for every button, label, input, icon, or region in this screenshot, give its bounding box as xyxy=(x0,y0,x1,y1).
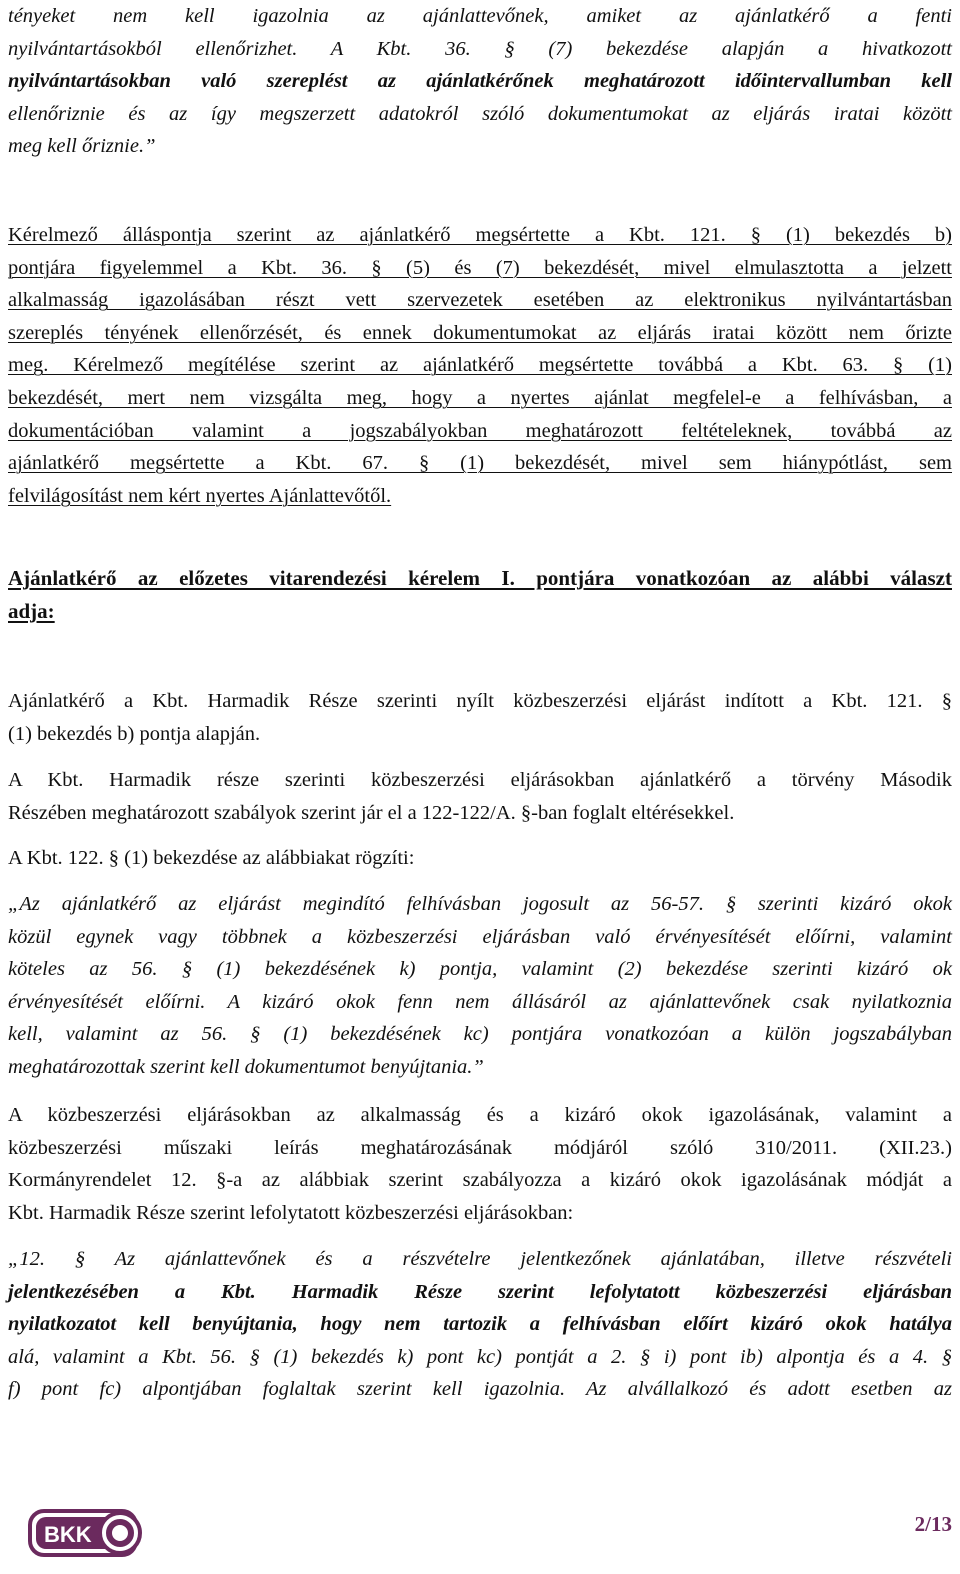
text-line: Kérelmező álláspontja szerint az ajánlatkérő megsértette a Kbt. 121. § (1) bekezdés b) xyxy=(8,224,952,246)
text-line: dokumentációban valamint a jogszabályokban meghatározott feltételeknek, továbbá az xyxy=(8,419,952,442)
text-line: nyilvántartásokban való szereplést az ajánlatkérőnek meghatározott időintervallumban kell xyxy=(8,70,952,93)
heading-line: adja: xyxy=(8,599,55,623)
text-line: Kbt. Harmadik Része szerint lefolytatott közbeszerzési eljárásokban: xyxy=(8,1201,574,1224)
text-line: érvényesítését előírni. A kizáró okok fenn nem állásáról az ajánlattevőnek csak nyilatkoznia xyxy=(8,990,952,1013)
quote-decree-12 xyxy=(8,1243,952,1406)
text-line: A Kbt. 122. § (1) bekezdése az alábbiakat rögzíti: xyxy=(8,847,415,869)
text-line: „Az ajánlatkérő az eljárást megindító felhívásban jogosult az 56-57. § szerinti kizáró okok xyxy=(8,893,952,915)
text-line: nyilvántartásokból ellenőrizhet. A Kbt. 36. § (7) bekezdése alapján a hivatkozott xyxy=(8,37,952,60)
paragraph-government-decree xyxy=(8,1099,952,1229)
text-line: szereplés tényének ellenőrzését, és ennek dokumentumokat az eljárás iratai között nem őrizte xyxy=(8,321,952,344)
text-line: felvilágosítást nem kért nyertes Ajánlattevőtől. xyxy=(8,484,392,507)
page-number: 2/13 xyxy=(914,1512,952,1536)
logo-text: BKK xyxy=(44,1522,92,1547)
text-line: Részében meghatározott szabályok szerint jár el a 122-122/A. §-ban foglalt eltérésekkel. xyxy=(8,801,735,824)
text-line: Kormányrendelet 12. §-a az alábbiak szerint szabályozza a kizáró okok igazolásának módját a xyxy=(8,1169,952,1192)
text-line: nyilatkozatot kell benyújtania, hogy nem tartozik a felhívásban előírt kizáró okok hatálya xyxy=(8,1313,952,1336)
text-line: pontjára figyelemmel a Kbt. 36. § (5) és (7) bekezdését, mivel elmulasztotta a jelzett xyxy=(8,256,952,279)
paragraph-kbt-122 xyxy=(8,842,952,875)
text-line: A Kbt. Harmadik része szerinti közbeszerzési eljárásokban ajánlatkérő a törvény Második xyxy=(8,769,952,791)
text-line: alkalmasság igazolásában részt vett szervezetek esetében az elektronikus nyilvántartásban xyxy=(8,289,952,312)
text-line: meg kell őriznie.” xyxy=(8,135,156,158)
section-heading xyxy=(8,562,952,628)
heading-line: Ajánlatkérő az előzetes vitarendezési kérelem I. pontjára vonatkozóan az alábbi választ xyxy=(8,566,952,590)
text-line: alá, valamint a Kbt. 56. § (1) bekezdés k) pont kc) pontját a 2. § i) pont ib) alpontja és a 4. § xyxy=(8,1345,952,1368)
bkk-logo xyxy=(28,1505,152,1561)
text-line: (1) bekezdés b) pontja alapján. xyxy=(8,722,261,745)
text-line: köteles az 56. § (1) bekezdésének k) pontja, valamint (2) bekezdése szerinti kizáró ok xyxy=(8,958,952,981)
text-line: közül egynek vagy többnek a közbeszerzési eljárásban való érvényesítését előírni, valamint xyxy=(8,925,952,948)
applicant-position-paragraph xyxy=(8,219,952,512)
text-line: közbeszerzési műszaki leírás meghatározásának módjáról szóló 310/2011. (XII.23.) xyxy=(8,1136,952,1159)
quote-continuation xyxy=(8,0,952,163)
text-line: Ajánlatkérő a Kbt. Harmadik Része szerinti nyílt közbeszerzési eljárást indított a Kbt. 121. § xyxy=(8,690,952,712)
quote-kbt-122 xyxy=(8,888,952,1084)
text-line: A közbeszerzési eljárásokban az alkalmasság és a kizáró okok igazolásának, valamint a xyxy=(8,1104,952,1126)
text-line: „12. § Az ajánlattevőnek és a részvételre jelentkezőnek ajánlatában, illetve részvételi xyxy=(8,1248,952,1270)
text-line: meg. Kérelmező megítélése szerint az ajánlatkérő megsértette továbbá a Kbt. 63. § (1) xyxy=(8,354,952,377)
paragraph-procedure xyxy=(8,685,952,750)
paragraph-part-three xyxy=(8,764,952,829)
text-line: ellenőriznie és az így megszerzett adatokról szóló dokumentumokat az eljárás iratai között xyxy=(8,102,952,125)
text-line: kell, valamint az 56. § (1) bekezdésének kc) pontjára vonatkozóan a külön jogszabályban xyxy=(8,1023,952,1046)
text-line: bekezdését, mert nem vizsgálta meg, hogy a nyertes ajánlat megfelel-e a felhívásban, a xyxy=(8,386,952,409)
text-line: jelentkezésében a Kbt. Harmadik Része szerint lefolytatott közbeszerzési eljárásban xyxy=(8,1280,952,1303)
text-line: f) pont fc) alpontjában foglaltak szerint kell igazolnia. Az alvállalkozó és adott esetben az xyxy=(8,1378,952,1401)
text-line: meghatározottak szerint kell dokumentumot benyújtania.” xyxy=(8,1055,484,1078)
bkk-logo-icon xyxy=(28,1505,152,1561)
text-line: tényeket nem kell igazolnia az ajánlattevőnek, amiket az ajánlatkérő a fenti xyxy=(8,5,952,27)
text-line: ajánlatkérő megsértette a Kbt. 67. § (1) bekezdését, mivel sem hiánypótlást, sem xyxy=(8,452,952,475)
